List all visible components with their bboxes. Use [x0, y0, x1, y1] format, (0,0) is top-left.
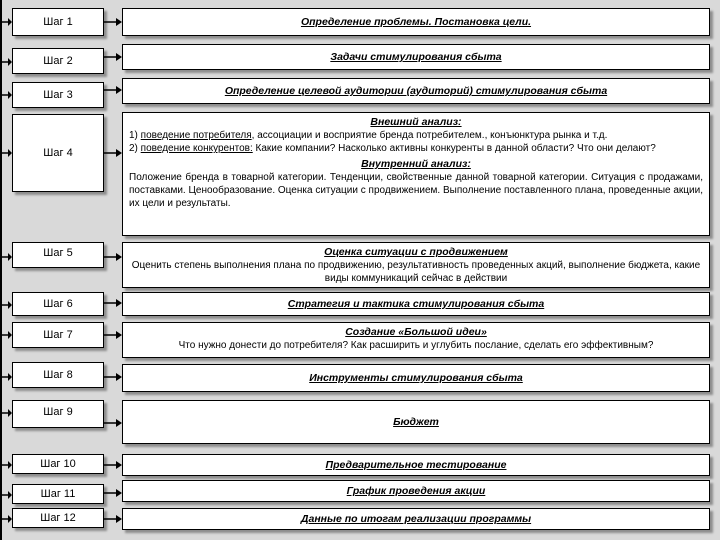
- step-9-arrow-icon: [0, 408, 12, 418]
- step-10-title: Предварительное тестирование: [325, 459, 507, 471]
- step-6-link-arrow-icon: [104, 298, 122, 308]
- external-analysis-item-1: 1) поведение потребителя, ассоциации и восприятие бренда потребителем., конъюнктура рынка и т.д.: [129, 130, 608, 141]
- step-3-title: Определение целевой аудитории (аудиторий) стимулирования сбыта: [224, 85, 608, 97]
- step-5-box: [122, 242, 710, 288]
- external-analysis-item-2: 2) поведение конкурентов: Какие компании? Насколько активны конкуренты в данной области? Что они делают?: [129, 143, 656, 154]
- step-3-link-arrow-icon: [104, 85, 122, 95]
- step-12-arrow-icon: [0, 514, 12, 524]
- step-10-arrow-icon: [0, 460, 12, 470]
- step-8-box: [122, 364, 710, 392]
- step-4-link-arrow-icon: [104, 148, 122, 158]
- step-1-box: [122, 8, 710, 36]
- step-7-link-arrow-icon: [104, 330, 122, 340]
- step-3-label: Шаг 3: [12, 82, 104, 108]
- step-7-box: [122, 322, 710, 358]
- step-3-arrow-icon: [0, 90, 12, 100]
- step-6-label: Шаг 6: [12, 292, 104, 316]
- step-10-link-arrow-icon: [104, 460, 122, 470]
- step-5-link-arrow-icon: [104, 252, 122, 262]
- step-7-text: Что нужно донести до потребителя? Как расширить и углубить послание, сделать его эффективным?: [178, 340, 654, 351]
- internal-analysis-title: Внутренний анализ:: [361, 158, 471, 170]
- step-5-arrow-icon: [0, 252, 12, 262]
- step-11-arrow-icon: [0, 490, 12, 500]
- step-12-link-arrow-icon: [104, 514, 122, 524]
- step-2-label: Шаг 2: [12, 48, 104, 74]
- step-2-title: Задачи стимулирования сбыта: [330, 51, 502, 63]
- step-12-box: [122, 508, 710, 530]
- step-6-title: Стратегия и тактика стимулирования сбыта: [287, 298, 545, 310]
- step-7-label: Шаг 7: [12, 322, 104, 348]
- step-11-link-arrow-icon: [104, 488, 122, 498]
- step-9-box: [122, 400, 710, 444]
- step-6-box: [122, 292, 710, 316]
- step-10-box: [122, 454, 710, 476]
- step-7-title: Создание «Большой идеи»: [345, 326, 487, 338]
- step-4-label: Шаг 4: [12, 114, 104, 192]
- step-1-title: Определение проблемы. Постановка цели.: [300, 16, 532, 28]
- step-11-title: График проведения акции: [346, 485, 486, 497]
- step-3-box: [122, 78, 710, 104]
- step-5-title: Оценка ситуации с продвижением: [324, 246, 508, 258]
- step-2-box: [122, 44, 710, 70]
- step-8-title: Инструменты стимулирования сбыта: [309, 372, 523, 384]
- external-analysis-title: Внешний анализ:: [370, 116, 462, 128]
- step-5-label: Шаг 5: [12, 242, 104, 268]
- internal-analysis-text: Положение бренда в товарной категории. Тенденции, свойственные данной товарной категории. Ситуация с продажами, поставками. Ценообразование. Оценка ситуации с продвижением. Выполнение поставленного плана, проведенные акции, их цели и результаты.: [129, 172, 703, 209]
- step-10-label: Шаг 10: [12, 454, 104, 474]
- step-2-arrow-icon: [0, 57, 12, 67]
- step-9-link-arrow-icon: [104, 418, 122, 428]
- left-connector-line: [0, 0, 2, 540]
- step-5-text: Оценить степень выполнения плана по продвижению, результативность проведенных акций, выполнение бюджета, какие виды коммуникаций сейчас в действии: [131, 260, 701, 284]
- step-12-title: Данные по итогам реализации программы: [300, 513, 532, 525]
- step-8-link-arrow-icon: [104, 372, 122, 382]
- step-1-label: Шаг 1: [12, 8, 104, 36]
- step-12-label: Шаг 12: [12, 508, 104, 528]
- step-1-link-arrow-icon: [104, 17, 122, 27]
- step-11-box: [122, 480, 710, 502]
- step-11-label: Шаг 11: [12, 484, 104, 504]
- step-7-arrow-icon: [0, 330, 12, 340]
- step-6-arrow-icon: [0, 300, 12, 310]
- step-9-label: Шаг 9: [12, 400, 104, 428]
- step-8-label: Шаг 8: [12, 362, 104, 388]
- step-8-arrow-icon: [0, 372, 12, 382]
- step-4-box: [122, 112, 710, 236]
- step-9-title: Бюджет: [393, 416, 439, 428]
- step-1-arrow-icon: [0, 17, 12, 27]
- step-4-arrow-icon: [0, 148, 12, 158]
- step-2-link-arrow-icon: [104, 52, 122, 62]
